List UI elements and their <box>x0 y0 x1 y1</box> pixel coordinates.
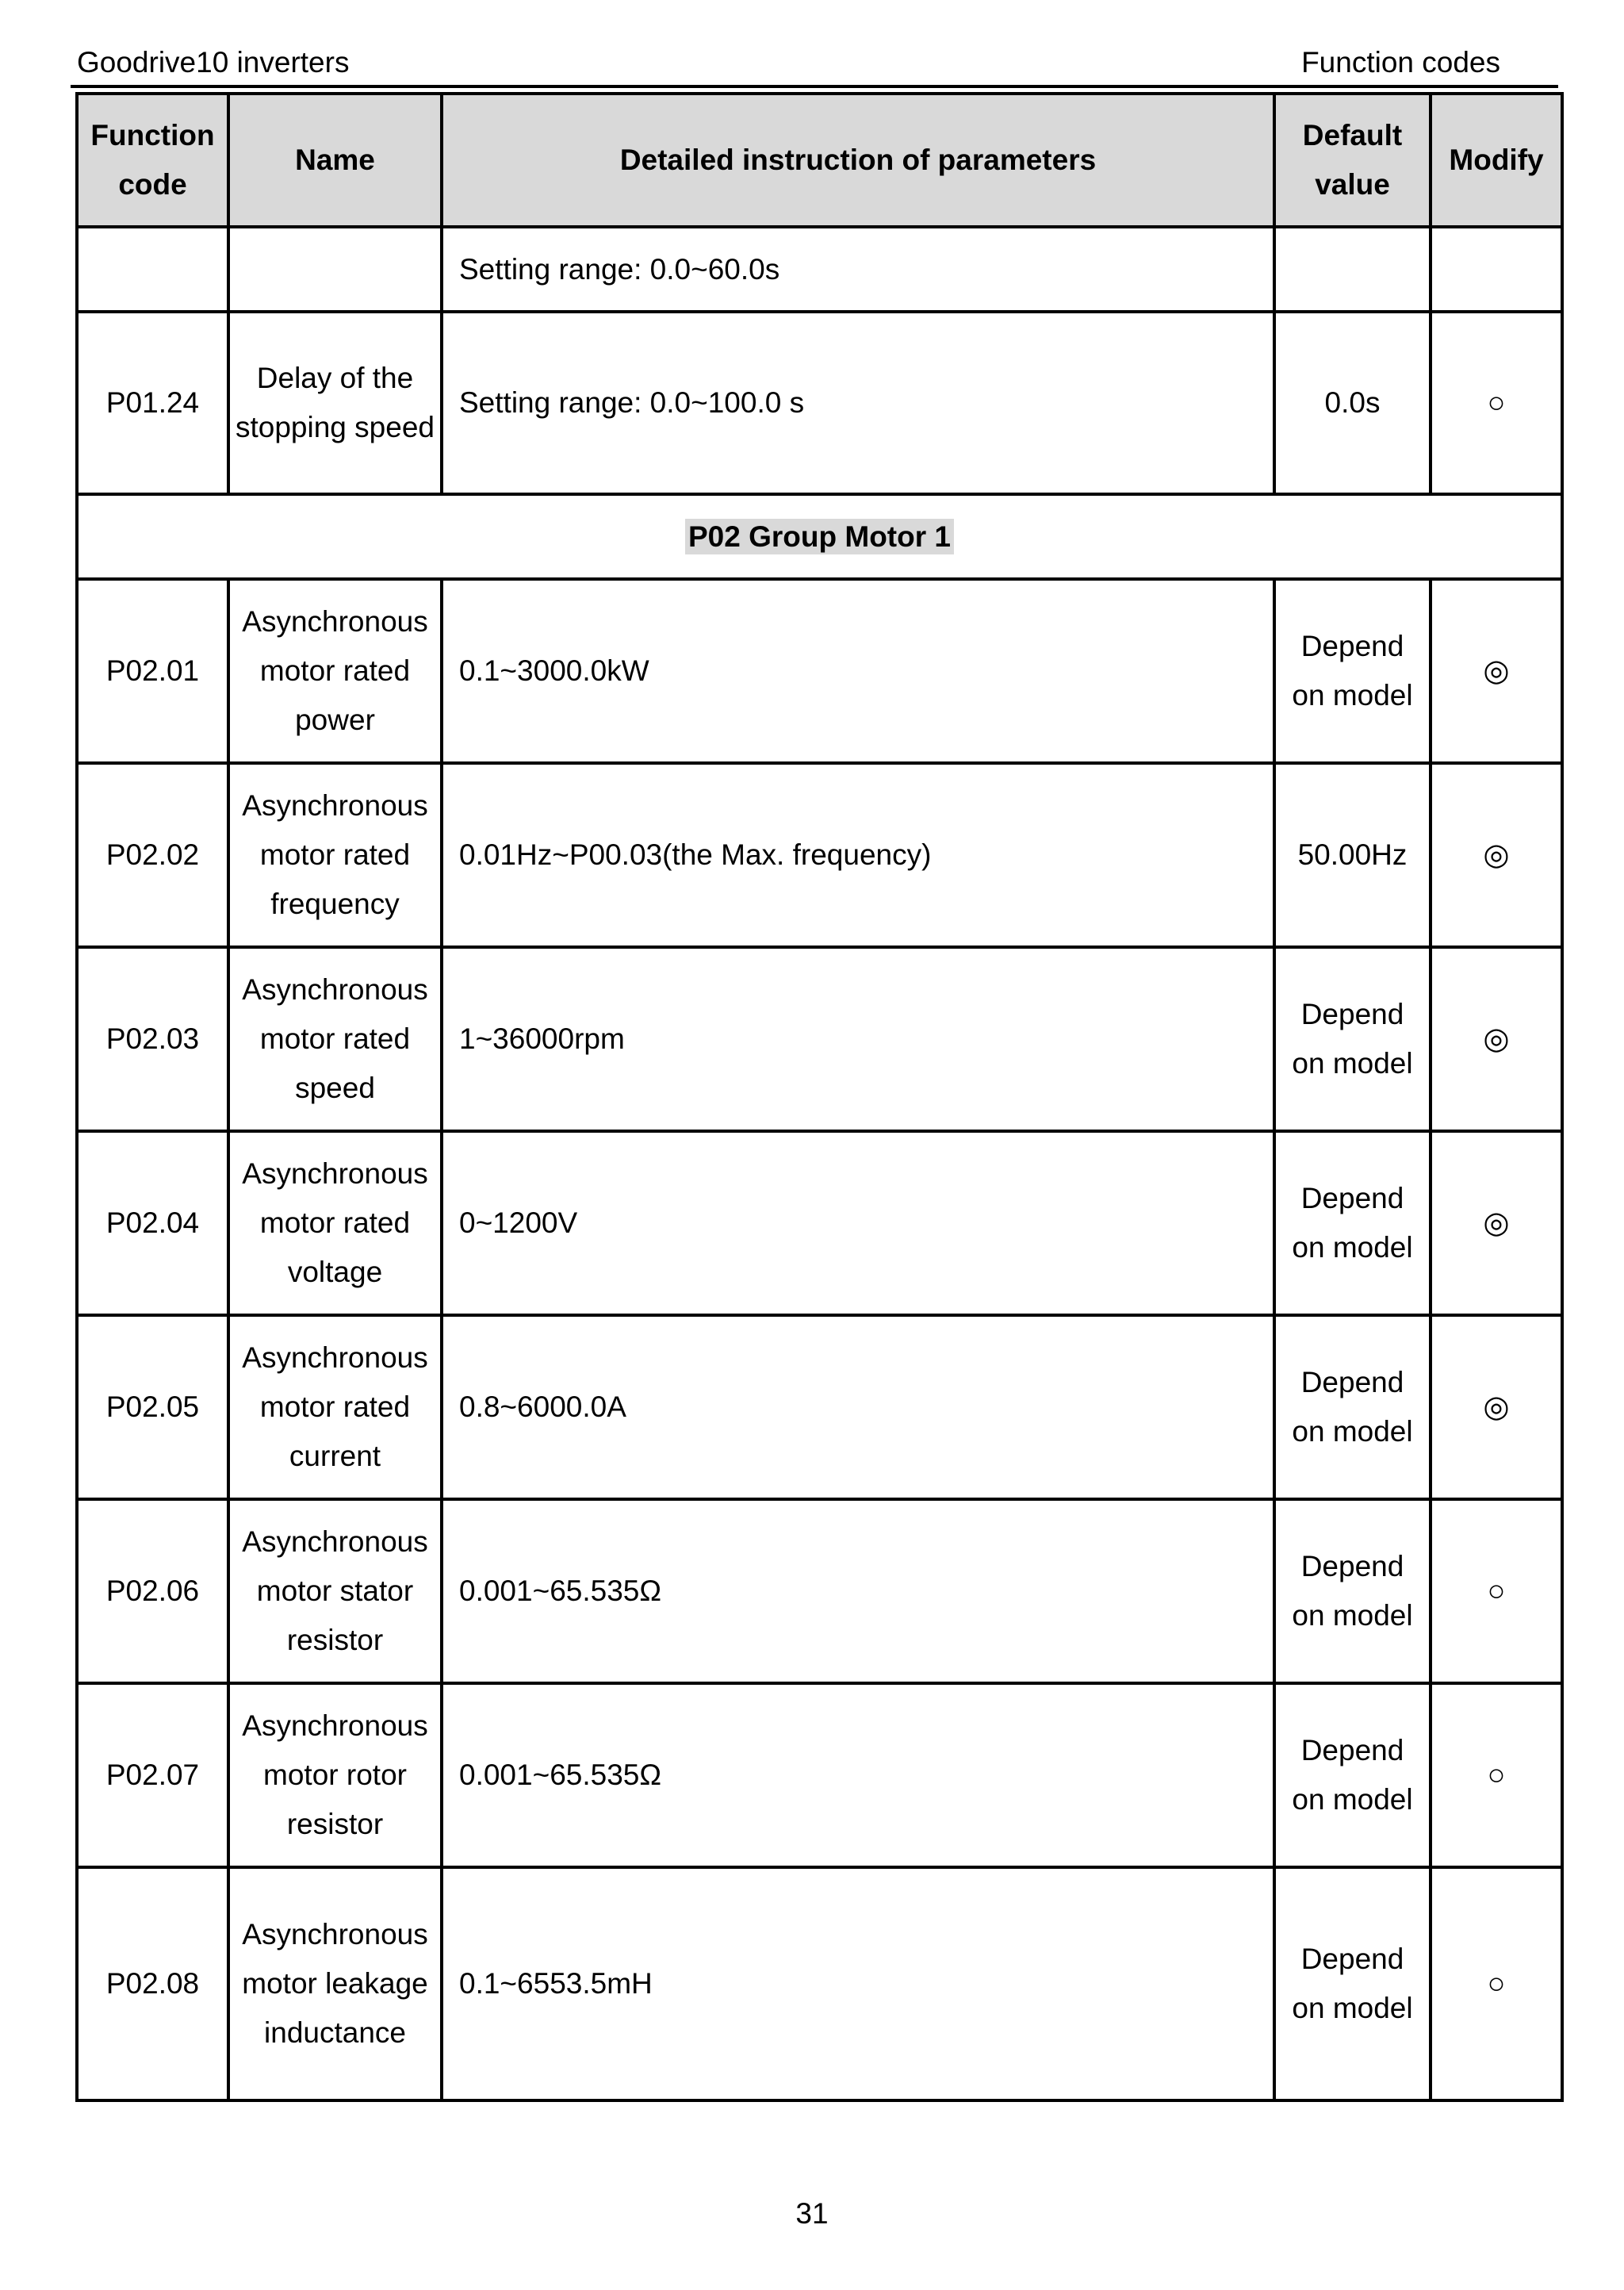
cell-modify: ○ <box>1431 312 1562 494</box>
cell-code: P01.24 <box>77 312 228 494</box>
cell-modify: ○ <box>1431 1867 1562 2100</box>
cell-code: P02.01 <box>77 579 228 763</box>
cell-detail: 0.001~65.535Ω <box>442 1683 1274 1867</box>
table-row <box>77 947 1562 1131</box>
cell-default: Depend on model <box>1274 1499 1431 1683</box>
cell-detail: 0.01Hz~P00.03(the Max. frequency) <box>442 763 1274 947</box>
col-header-name: Name <box>228 94 442 227</box>
cell-name: Delay of the stopping speed <box>228 312 442 494</box>
cell-modify: ◎ <box>1431 947 1562 1131</box>
col-header-modify: Modify <box>1431 94 1562 227</box>
header-rule <box>71 85 1558 88</box>
cell-name: Asynchronous motor leakage inductance <box>228 1867 442 2100</box>
cell-name: Asynchronous motor rated current <box>228 1315 442 1499</box>
cell-default: Depend on model <box>1274 579 1431 763</box>
cell-modify <box>1431 227 1562 312</box>
cell-detail: 0~1200V <box>442 1131 1274 1315</box>
cell-default: Depend on model <box>1274 1315 1431 1499</box>
cell-name: Asynchronous motor stator resistor <box>228 1499 442 1683</box>
cell-detail: 0.1~6553.5mH <box>442 1867 1274 2100</box>
cell-default: 50.00Hz <box>1274 763 1431 947</box>
group-title: P02 Group Motor 1 <box>685 519 954 554</box>
col-header-detail: Detailed instruction of parameters <box>442 94 1274 227</box>
group-title-cell <box>77 494 1562 579</box>
cell-name: Asynchronous motor rotor resistor <box>228 1683 442 1867</box>
cell-detail: Setting range: 0.0~60.0s <box>442 227 1274 312</box>
cell-code: P02.04 <box>77 1131 228 1315</box>
cell-default: 0.0s <box>1274 312 1431 494</box>
function-code-table <box>75 92 1564 2102</box>
cell-default: Depend on model <box>1274 947 1431 1131</box>
cell-default: Depend on model <box>1274 1131 1431 1315</box>
table-header-row <box>77 94 1562 227</box>
cell-detail: 1~36000rpm <box>442 947 1274 1131</box>
cell-modify: ◎ <box>1431 1315 1562 1499</box>
cell-name <box>228 227 442 312</box>
cell-modify: ◎ <box>1431 1131 1562 1315</box>
table-row <box>77 227 1562 312</box>
cell-detail: 0.001~65.535Ω <box>442 1499 1274 1683</box>
cell-code: P02.05 <box>77 1315 228 1499</box>
table-row <box>77 1683 1562 1867</box>
table-row <box>77 763 1562 947</box>
cell-modify: ○ <box>1431 1499 1562 1683</box>
cell-default <box>1274 227 1431 312</box>
col-header-default: Default value <box>1274 94 1431 227</box>
table-row <box>77 1315 1562 1499</box>
cell-code: P02.07 <box>77 1683 228 1867</box>
cell-detail: 0.8~6000.0A <box>442 1315 1274 1499</box>
table-row <box>77 579 1562 763</box>
table-row <box>77 1131 1562 1315</box>
group-header-row <box>77 494 1562 579</box>
cell-code <box>77 227 228 312</box>
cell-name: Asynchronous motor rated power <box>228 579 442 763</box>
running-header-title: Goodrive10 inverters <box>77 46 350 79</box>
cell-detail: Setting range: 0.0~100.0 s <box>442 312 1274 494</box>
cell-detail: 0.1~3000.0kW <box>442 579 1274 763</box>
col-header-code: Function code <box>77 94 228 227</box>
cell-code: P02.03 <box>77 947 228 1131</box>
cell-code: P02.06 <box>77 1499 228 1683</box>
cell-default: Depend on model <box>1274 1683 1431 1867</box>
table-row <box>77 1499 1562 1683</box>
cell-modify: ◎ <box>1431 579 1562 763</box>
cell-code: P02.02 <box>77 763 228 947</box>
cell-name: Asynchronous motor rated speed <box>228 947 442 1131</box>
table-row <box>77 1867 1562 2100</box>
cell-modify: ◎ <box>1431 763 1562 947</box>
cell-modify: ○ <box>1431 1683 1562 1867</box>
page-number: 31 <box>795 2197 829 2230</box>
running-header-section: Function codes <box>1301 46 1500 79</box>
cell-name: Asynchronous motor rated voltage <box>228 1131 442 1315</box>
cell-code: P02.08 <box>77 1867 228 2100</box>
table-row <box>77 312 1562 494</box>
cell-name: Asynchronous motor rated frequency <box>228 763 442 947</box>
cell-default: Depend on model <box>1274 1867 1431 2100</box>
